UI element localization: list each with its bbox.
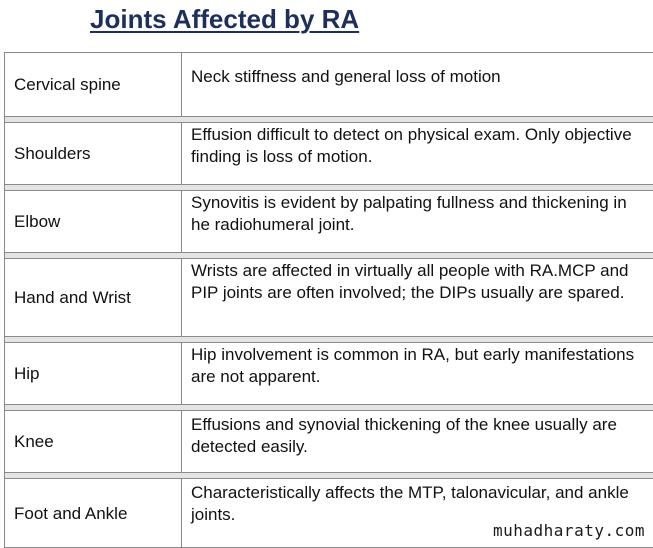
joint-description: Hip involvement is common in RA, but early manifestations are not apparent. <box>191 345 635 386</box>
table-row <box>4 52 653 117</box>
joint-description: Effusions and synovial thickening of the knee usually are detected easily. <box>191 415 617 456</box>
table-row <box>4 342 653 405</box>
joint-name: Shoulders <box>5 123 182 184</box>
joint-name: Cervical spine <box>5 53 182 116</box>
joint-name: Hip <box>5 343 182 404</box>
page-title: Joints Affected by RA <box>90 4 360 34</box>
joint-name: Knee <box>5 411 182 472</box>
joint-description: Wrists are affected in virtually all people with RA.MCP and PIP joints are often involved; the DIPs usually are spared. <box>191 261 629 302</box>
table-row <box>4 122 653 185</box>
joint-description: Neck stiffness and general loss of motion <box>191 67 501 86</box>
joint-name: Foot and Ankle <box>5 479 182 547</box>
joint-description: Synovitis is evident by palpating fullness and thickening in he radiohumeral joint. <box>191 193 627 234</box>
table-row <box>4 258 653 337</box>
joint-description: Characteristically affects the MTP, talonavicular, and ankle joints. <box>191 483 629 524</box>
joint-name: Hand and Wrist <box>5 259 182 336</box>
watermark-text: muhadharaty.com <box>493 521 645 540</box>
joint-description: Effusion difficult to detect on physical exam. Only objective finding is loss of motion. <box>191 125 632 166</box>
table-row <box>4 410 653 473</box>
joint-name: Elbow <box>5 191 182 252</box>
table-row <box>4 190 653 253</box>
